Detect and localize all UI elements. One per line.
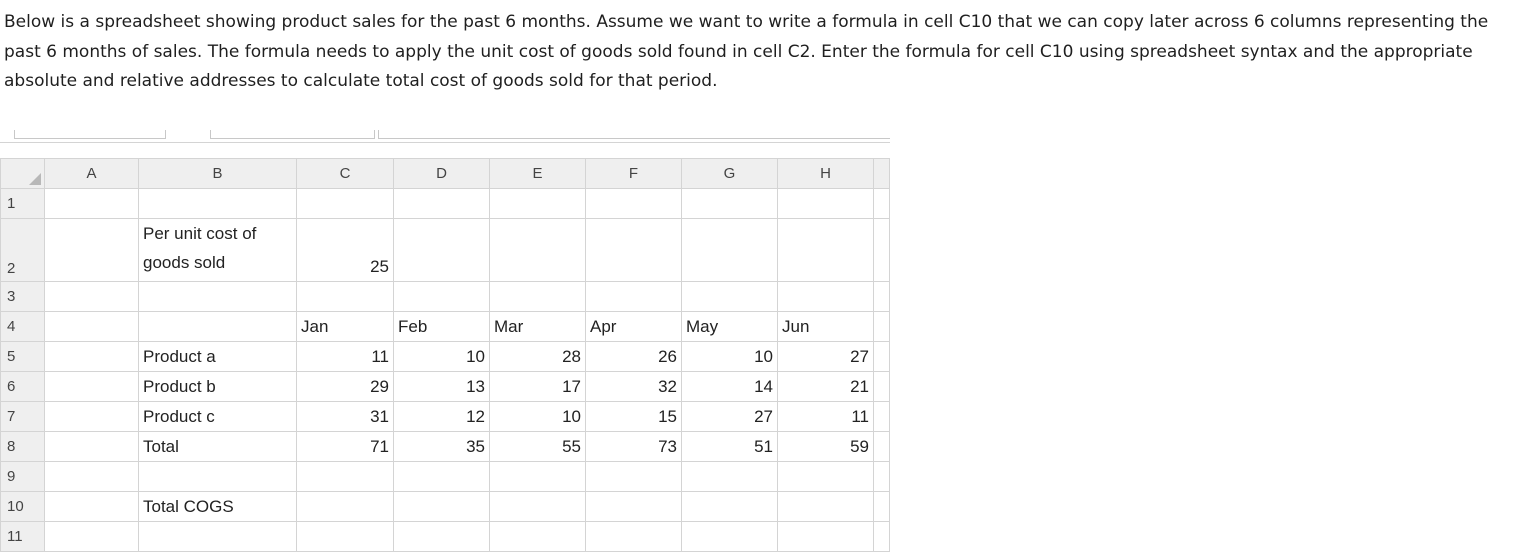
cell-f3[interactable]	[586, 282, 682, 312]
cell-overflow	[874, 312, 890, 342]
column-header-a[interactable]: A	[45, 159, 139, 189]
row-header-11[interactable]: 11	[1, 522, 45, 552]
cell-c8[interactable]: 71	[297, 432, 394, 462]
cell-g11[interactable]	[682, 522, 778, 552]
sheet-row-5	[1, 342, 890, 372]
column-header-b[interactable]: B	[139, 159, 297, 189]
cell-h1[interactable]	[778, 189, 874, 219]
row-header-1[interactable]: 1	[1, 189, 45, 219]
cell-d4[interactable]: Feb	[394, 312, 490, 342]
sheet-row-7	[1, 402, 890, 432]
column-header-e[interactable]: E	[490, 159, 586, 189]
name-box[interactable]	[14, 130, 166, 139]
cell-d8[interactable]: 35	[394, 432, 490, 462]
row-header-3[interactable]: 3	[1, 282, 45, 312]
row-header-6[interactable]: 6	[1, 372, 45, 402]
cell-overflow	[874, 462, 890, 492]
cell-d9[interactable]	[394, 462, 490, 492]
cell-b8[interactable]: Total	[139, 432, 297, 462]
cell-b11[interactable]	[139, 522, 297, 552]
cell-c11[interactable]	[297, 522, 394, 552]
cell-c6[interactable]: 29	[297, 372, 394, 402]
cell-h3[interactable]	[778, 282, 874, 312]
cell-h11[interactable]	[778, 522, 874, 552]
sheet-row-4	[1, 312, 890, 342]
cell-a5[interactable]	[45, 342, 139, 372]
cell-d2[interactable]	[394, 219, 490, 282]
cell-h7[interactable]: 11	[778, 402, 874, 432]
cell-a3[interactable]	[45, 282, 139, 312]
cell-b1[interactable]	[139, 189, 297, 219]
cell-c10[interactable]	[297, 492, 394, 522]
row-header-9[interactable]: 9	[1, 462, 45, 492]
cell-h9[interactable]	[778, 462, 874, 492]
select-all-corner[interactable]	[1, 159, 45, 189]
cell-overflow	[874, 492, 890, 522]
cell-e1[interactable]	[490, 189, 586, 219]
row-header-10[interactable]: 10	[1, 492, 45, 522]
column-header-c[interactable]: C	[297, 159, 394, 189]
cell-a7[interactable]	[45, 402, 139, 432]
column-header-g[interactable]: G	[682, 159, 778, 189]
column-header-overflow	[874, 159, 890, 189]
sheet-row-10	[1, 492, 890, 522]
cell-e2[interactable]	[490, 219, 586, 282]
cell-h5[interactable]: 27	[778, 342, 874, 372]
sheet-row-9	[1, 462, 890, 492]
cell-a11[interactable]	[45, 522, 139, 552]
cell-c2[interactable]: 25	[297, 219, 394, 282]
cell-e10[interactable]	[490, 492, 586, 522]
cell-a8[interactable]	[45, 432, 139, 462]
cell-overflow	[874, 342, 890, 372]
cell-c7[interactable]: 31	[297, 402, 394, 432]
cell-f2[interactable]	[586, 219, 682, 282]
cell-grid	[0, 158, 890, 552]
formula-controls	[210, 130, 375, 139]
cell-b2[interactable]: Per unit cost of goods sold	[139, 219, 297, 282]
cell-c9[interactable]	[297, 462, 394, 492]
cell-f6[interactable]: 32	[586, 372, 682, 402]
cell-overflow	[874, 372, 890, 402]
sheet-row-3	[1, 282, 890, 312]
cell-overflow	[874, 402, 890, 432]
cell-g2[interactable]	[682, 219, 778, 282]
cell-d6[interactable]: 13	[394, 372, 490, 402]
cell-e6[interactable]: 17	[490, 372, 586, 402]
cell-g5[interactable]: 10	[682, 342, 778, 372]
cell-d1[interactable]	[394, 189, 490, 219]
cell-a6[interactable]	[45, 372, 139, 402]
cell-a4[interactable]	[45, 312, 139, 342]
column-header-d[interactable]: D	[394, 159, 490, 189]
cell-e4[interactable]: Mar	[490, 312, 586, 342]
cell-f1[interactable]	[586, 189, 682, 219]
cell-d3[interactable]	[394, 282, 490, 312]
cell-g8[interactable]: 51	[682, 432, 778, 462]
row-header-4[interactable]: 4	[1, 312, 45, 342]
cell-f5[interactable]: 26	[586, 342, 682, 372]
cell-e11[interactable]	[490, 522, 586, 552]
cell-h4[interactable]: Jun	[778, 312, 874, 342]
cell-a1[interactable]	[45, 189, 139, 219]
sheet-row-11	[1, 522, 890, 552]
cell-e5[interactable]: 28	[490, 342, 586, 372]
cell-g10[interactable]	[682, 492, 778, 522]
cell-e3[interactable]	[490, 282, 586, 312]
column-header-row	[1, 159, 890, 189]
cell-b9[interactable]	[139, 462, 297, 492]
cell-a10[interactable]	[45, 492, 139, 522]
cell-f7[interactable]: 15	[586, 402, 682, 432]
cell-e9[interactable]	[490, 462, 586, 492]
row-header-5[interactable]: 5	[1, 342, 45, 372]
cell-c4[interactable]: Jan	[297, 312, 394, 342]
cell-c1[interactable]	[297, 189, 394, 219]
cell-b6[interactable]: Product b	[139, 372, 297, 402]
row-header-8[interactable]: 8	[1, 432, 45, 462]
cell-g6[interactable]: 14	[682, 372, 778, 402]
cell-c3[interactable]	[297, 282, 394, 312]
cell-overflow	[874, 219, 890, 282]
cell-f9[interactable]	[586, 462, 682, 492]
cell-e8[interactable]: 55	[490, 432, 586, 462]
sheet-row-2	[1, 219, 890, 282]
cell-overflow	[874, 189, 890, 219]
cell-h6[interactable]: 21	[778, 372, 874, 402]
cell-b5[interactable]: Product a	[139, 342, 297, 372]
cell-d11[interactable]	[394, 522, 490, 552]
row-header-7[interactable]: 7	[1, 402, 45, 432]
cell-g9[interactable]	[682, 462, 778, 492]
cell-d5[interactable]: 10	[394, 342, 490, 372]
cell-c5[interactable]: 11	[297, 342, 394, 372]
sheet-row-6	[1, 372, 890, 402]
sheet-row-1	[1, 189, 890, 219]
cell-a9[interactable]	[45, 462, 139, 492]
row-header-2[interactable]: 2	[1, 219, 45, 282]
cell-b4[interactable]	[139, 312, 297, 342]
cell-f11[interactable]	[586, 522, 682, 552]
cell-h10[interactable]	[778, 492, 874, 522]
cell-f10[interactable]	[586, 492, 682, 522]
spreadsheet	[0, 130, 890, 552]
cell-g1[interactable]	[682, 189, 778, 219]
cell-b7[interactable]: Product c	[139, 402, 297, 432]
cell-f8[interactable]: 73	[586, 432, 682, 462]
cell-overflow	[874, 282, 890, 312]
formula-input[interactable]	[378, 130, 890, 139]
cell-d10[interactable]	[394, 492, 490, 522]
column-header-f[interactable]: F	[586, 159, 682, 189]
cell-d7[interactable]: 12	[394, 402, 490, 432]
select-all-icon	[29, 173, 41, 185]
cell-b10[interactable]: Total COGS	[139, 492, 297, 522]
cell-a2[interactable]	[45, 219, 139, 282]
cell-g7[interactable]: 27	[682, 402, 778, 432]
column-header-h[interactable]: H	[778, 159, 874, 189]
question-text: Below is a spreadsheet showing product sales for the past 6 months. Assume we want to write a formula in cell C10 that we can copy later across 6 columns representing the past 6 months of sales. The formula needs to apply the unit cost of goods sold found in cell C2. Enter the formula for cell C10 using spreadsheet syntax and the appropriate absolute and relative addresses to calculate total cost of goods sold for that period.	[4, 12, 1489, 91]
sheet-row-8	[1, 432, 890, 462]
cell-h2[interactable]	[778, 219, 874, 282]
formula-bar-remnant	[0, 130, 890, 143]
cell-h8[interactable]: 59	[778, 432, 874, 462]
cell-overflow	[874, 522, 890, 552]
cell-e7[interactable]: 10	[490, 402, 586, 432]
cell-g3[interactable]	[682, 282, 778, 312]
cell-overflow	[874, 432, 890, 462]
cell-g4[interactable]: May	[682, 312, 778, 342]
cell-b3[interactable]	[139, 282, 297, 312]
cell-f4[interactable]: Apr	[586, 312, 682, 342]
